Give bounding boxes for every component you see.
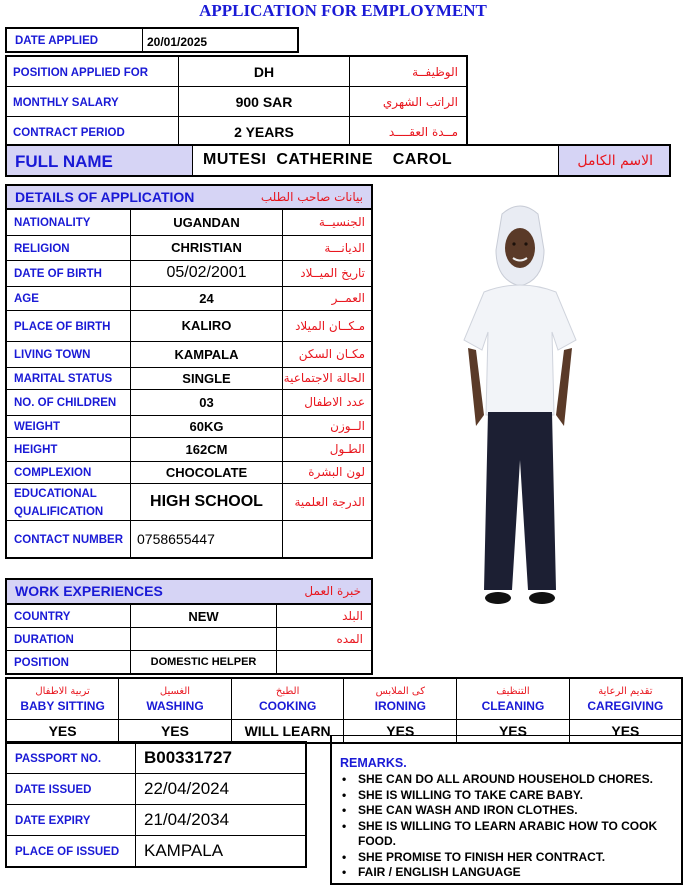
details-row-marital-status xyxy=(6,367,372,389)
details-row-educational-qualification xyxy=(6,483,372,520)
passport-label: DATE ISSUED xyxy=(15,784,92,796)
remarks-title: REMARKS. xyxy=(340,756,407,770)
passport-value: 22/04/2024 xyxy=(136,774,307,805)
details-arabic: الــوزن xyxy=(283,415,373,437)
details-row-no-of-children xyxy=(6,389,372,415)
passport-row-date-expiry xyxy=(6,805,306,836)
details-label: PLACE OF BIRTH xyxy=(14,320,111,333)
work-arabic: البلد xyxy=(277,604,373,628)
details-row-height xyxy=(6,437,372,461)
details-label: AGE xyxy=(14,293,39,305)
skill-arabic: تقديم الرعاية xyxy=(598,685,653,697)
position-row xyxy=(6,56,467,87)
details-row-complexion xyxy=(6,461,372,483)
details-row-nationality xyxy=(6,209,372,235)
details-value: UGANDAN xyxy=(131,209,283,235)
work-heading-label: WORK EXPERIENCES xyxy=(15,583,163,599)
details-row-contact-number xyxy=(6,520,372,558)
remarks-box xyxy=(330,735,683,885)
details-table xyxy=(5,208,373,559)
details-value: CHOCOLATE xyxy=(131,461,283,483)
skill-value: YES xyxy=(457,720,570,744)
details-value: 60KG xyxy=(131,415,283,437)
remark-item: • SHE IS WILLING TO LEARN ARABIC HOW TO COOK FOOD. xyxy=(338,819,678,850)
details-arabic: مـكــان الميلاد xyxy=(283,310,373,341)
details-value: 05/02/2001 xyxy=(131,260,283,286)
details-arabic xyxy=(283,520,373,558)
date-applied-label: DATE APPLIED xyxy=(15,35,99,47)
work-value xyxy=(131,628,277,651)
skill-value: YES xyxy=(6,720,119,744)
details-row-religion xyxy=(6,235,372,260)
position-table xyxy=(5,55,468,148)
work-value: DOMESTIC HELPER xyxy=(131,651,277,675)
skill-value: YES xyxy=(569,720,682,744)
details-value: CHRISTIAN xyxy=(131,235,283,260)
work-label: POSITION xyxy=(14,657,69,669)
date-applied-box xyxy=(5,27,299,53)
details-value: SINGLE xyxy=(131,367,283,389)
details-heading-label: DETAILS OF APPLICATION xyxy=(15,189,195,205)
full-name-arabic: الاسم الكامل xyxy=(577,153,653,169)
skill-value: WILL LEARN xyxy=(231,720,344,744)
work-arabic: المده xyxy=(277,628,373,651)
details-label: DATE OF BIRTH xyxy=(14,268,102,280)
passport-row-place-of-issued xyxy=(6,836,306,868)
details-value: 162CM xyxy=(131,437,283,461)
details-row-date-of-birth xyxy=(6,260,372,286)
skills-table xyxy=(5,677,683,744)
details-arabic: الدرجة العلمية xyxy=(283,483,373,520)
skill-cooking xyxy=(231,678,344,720)
remark-item: • SHE PROMISE TO FINISH HER CONTRACT. xyxy=(338,850,678,866)
full-name-value: MUTESI CATHERINE CAROL xyxy=(203,151,453,168)
details-row-living-town xyxy=(6,341,372,367)
skill-label: IRONING xyxy=(374,698,426,713)
work-heading-arabic: خبرة العمل xyxy=(304,584,361,598)
skill-value: YES xyxy=(119,720,232,744)
remarks-list xyxy=(338,772,678,881)
passport-value: KAMPALA xyxy=(136,836,307,868)
remark-item: • SHE CAN WASH AND IRON CLOTHES. xyxy=(338,803,678,819)
remark-item: • SHE IS WILLING TO TAKE CARE BABY. xyxy=(338,788,678,804)
details-heading xyxy=(5,184,373,208)
salary-arabic: الراتب الشهري xyxy=(350,87,468,117)
contract-row xyxy=(6,117,467,148)
work-row-duration xyxy=(6,628,372,651)
passport-row-date-issued xyxy=(6,774,306,805)
work-row-position xyxy=(6,651,372,675)
skill-arabic: التنظيف xyxy=(496,685,530,697)
details-arabic: الديانـــة xyxy=(283,235,373,260)
work-value: NEW xyxy=(131,604,277,628)
work-table xyxy=(5,603,373,675)
skill-washing xyxy=(119,678,232,720)
details-label: RELIGION xyxy=(14,242,70,255)
passport-value: 21/04/2034 xyxy=(136,805,307,836)
skill-label: CLEANING xyxy=(481,698,545,713)
skill-arabic: تربية الاطفال xyxy=(35,685,90,697)
details-label: CONTACT NUMBER xyxy=(14,533,124,546)
details-label: COMPLEXION xyxy=(14,467,92,479)
skill-ironing xyxy=(344,678,457,720)
skill-label: COOKING xyxy=(258,698,317,713)
details-arabic: الحالة الاجتماعية xyxy=(283,367,373,389)
skill-label: WASHING xyxy=(146,698,204,713)
position-value: DH xyxy=(179,56,350,87)
details-value: 03 xyxy=(131,389,283,415)
details-label: MARITAL STATUS xyxy=(14,373,113,385)
details-value: HIGH SCHOOL xyxy=(131,483,283,520)
date-applied-value: 20/01/2025 xyxy=(147,35,208,49)
details-label: WEIGHT xyxy=(14,421,60,433)
work-label: COUNTRY xyxy=(14,611,71,623)
details-label: HEIGHT xyxy=(14,444,58,456)
details-arabic: الجنسيــة xyxy=(283,209,373,235)
details-value: KALIRO xyxy=(131,310,283,341)
contract-label: CONTRACT PERIOD xyxy=(13,126,125,139)
details-label: NATIONALITY xyxy=(14,217,91,230)
details-arabic: العمــر xyxy=(283,286,373,310)
skills-header-row xyxy=(6,678,682,720)
details-row-age xyxy=(6,286,372,310)
details-value: 0758655447 xyxy=(131,520,283,558)
details-label: LIVING TOWN xyxy=(14,349,91,361)
details-arabic: تاريخ الميــلاد xyxy=(283,260,373,286)
details-row-place-of-birth xyxy=(6,310,372,341)
details-arabic: الطـول xyxy=(283,437,373,461)
work-label: DURATION xyxy=(14,634,74,646)
salary-label: MONTHLY SALARY xyxy=(13,96,119,109)
contract-value: 2 YEARS xyxy=(179,117,350,148)
position-arabic: الوظيفــة xyxy=(350,56,468,87)
work-heading xyxy=(5,578,373,603)
details-arabic: عدد الاطفال xyxy=(283,389,373,415)
passport-label: DATE EXPIRY xyxy=(15,815,91,827)
remark-item: • FAIR / ENGLISH LANGUAGE xyxy=(338,865,678,881)
details-heading-arabic: بيانات صاحب الطلب xyxy=(260,190,363,204)
skill-label: BABY SITTING xyxy=(20,698,105,713)
details-row-weight xyxy=(6,415,372,437)
position-label: POSITION APPLIED FOR xyxy=(13,66,149,79)
passport-value: B00331727 xyxy=(136,742,307,774)
skill-caregiving xyxy=(569,678,682,720)
page-title: APPLICATION FOR EMPLOYMENT xyxy=(199,1,487,20)
details-label: NO. OF CHILDREN xyxy=(14,397,117,409)
skill-label: CAREGIVING xyxy=(587,698,664,713)
skill-cleaning xyxy=(457,678,570,720)
details-label: EDUCATIONAL QUALIFICATION xyxy=(14,487,104,518)
passport-row-passport-no xyxy=(6,742,306,774)
skill-arabic: كى الملابس xyxy=(375,685,425,697)
full-name-label: FULL NAME xyxy=(15,152,113,171)
salary-row xyxy=(6,87,467,117)
passport-label: PASSPORT NO. xyxy=(15,753,102,765)
details-value: 24 xyxy=(131,286,283,310)
details-value: KAMPALA xyxy=(131,341,283,367)
details-arabic: مكـان السكن xyxy=(283,341,373,367)
salary-value: 900 SAR xyxy=(179,87,350,117)
applicant-photo xyxy=(440,200,600,610)
work-arabic xyxy=(277,651,373,675)
passport-label: PLACE OF ISSUED xyxy=(15,846,120,858)
work-row-country xyxy=(6,604,372,628)
skill-baby-sitting xyxy=(6,678,119,720)
skill-value: YES xyxy=(344,720,457,744)
full-name-row xyxy=(5,144,671,177)
details-arabic: لون البشرة xyxy=(283,461,373,483)
passport-table xyxy=(5,741,307,868)
skill-arabic: الطبخ xyxy=(275,685,300,697)
contract-arabic: مــدة العقــــد xyxy=(350,117,468,148)
skill-arabic: الغسيل xyxy=(159,685,191,697)
remark-item: • SHE CAN DO ALL AROUND HOUSEHOLD CHORES. xyxy=(338,772,678,788)
